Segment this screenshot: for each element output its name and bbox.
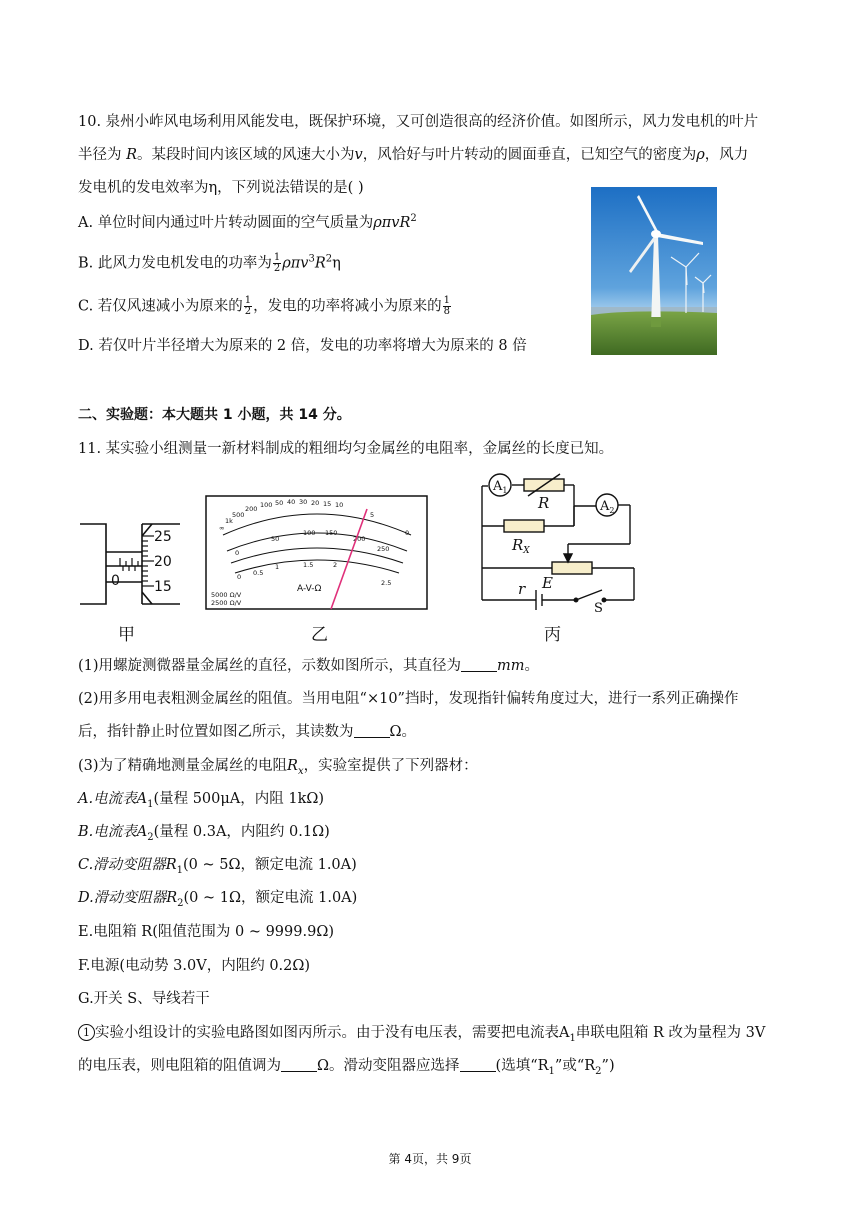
- item-d: D.滑动变阻器$R_2(0$ ~ 1Ω，额定电流 1.0A): [78, 890, 358, 909]
- q11-intro: 11. 某实验小组测量一新材料制成的粗细均匀金属丝的电阻率，金属丝的长度已知。: [78, 441, 614, 457]
- svg-text:0.5: 0.5: [253, 569, 264, 577]
- q11-part2-line1: (2)用多用电表粗测金属丝的阻值。当用电阻“×10”挡时，发现指针偏转角度过大，进行一系列正确操作: [78, 691, 739, 707]
- svg-text:1.5: 1.5: [303, 561, 314, 569]
- item-c: C.滑动变阻器$R_1(0$ ~ 5Ω，额定电流 1.0A): [78, 857, 357, 876]
- svg-text:0: 0: [235, 549, 240, 557]
- micrometer-zero: 0: [111, 573, 120, 589]
- svg-text:∞: ∞: [219, 524, 225, 532]
- q11-part2-line2: 后，指针静止时位置如图乙所示，其读数为 Ω。: [78, 724, 417, 740]
- svg-text:200: 200: [245, 505, 258, 513]
- q10-line3: 发电机的发电效率为η，下列说法错误的是( ): [78, 180, 364, 196]
- answer-blank-resistance[interactable]: [281, 1057, 317, 1072]
- circuit-figure: [478, 470, 638, 616]
- svg-text:1: 1: [275, 563, 280, 571]
- wind-turbine-photo: [591, 187, 717, 355]
- svg-text:20: 20: [311, 499, 320, 507]
- svg-text:RX: $R_X$: [512, 536, 530, 556]
- micrometer-tick-20: 20: [154, 554, 172, 570]
- svg-text:A2: $A_2$: [600, 499, 615, 515]
- caption-bing: 丙: [544, 625, 561, 645]
- svg-text:100: 100: [303, 529, 316, 537]
- svg-text:250: 250: [377, 545, 390, 553]
- svg-text:40: 40: [287, 498, 296, 506]
- multimeter-dial-text: A-V-Ω: [297, 584, 322, 594]
- q10-option-b: B. 此风力发电机发电的功率为 $\frac{1}{2}$ $\rho\pi v^3R^2\eta$: [78, 252, 341, 274]
- svg-text:E: E: [542, 574, 553, 592]
- svg-text:S: S: [594, 601, 603, 616]
- section-title: 二、实验题：本大题共 1 小题，共 14 分。: [78, 407, 351, 423]
- svg-text:150: 150: [325, 529, 338, 537]
- caption-jia: 甲: [118, 625, 135, 645]
- answer-blank-rheostat[interactable]: [460, 1057, 496, 1072]
- q10-line2: 半径为 R。某段时间内该区域的风速大小为v，风恰好与叶片转动的圆面垂直，已知空气的密度为ρ，风力: [78, 147, 749, 163]
- svg-text:R: R: [538, 494, 550, 512]
- svg-text:0: 0: [237, 573, 242, 581]
- q11-sub1-line2: 的电压表，则电阻箱的阻值调为 Ω。滑动变阻器应选择 (选填“$R_1$”或“$R_2$”): [78, 1058, 615, 1077]
- svg-text:2: 2: [333, 561, 338, 569]
- answer-blank-reading[interactable]: [354, 723, 390, 738]
- item-e: E.电阻箱 R(阻值范围为 0 ~ 9999.9Ω): [78, 924, 334, 940]
- answer-blank-diameter[interactable]: [461, 657, 497, 672]
- svg-text:5: 5: [370, 511, 375, 519]
- caption-yi: 乙: [311, 625, 328, 645]
- q11-part3: (3)为了精确地测量金属丝的电阻$R_x$，实验室提供了下列器材：: [78, 758, 478, 777]
- svg-text:200: 200: [353, 535, 366, 543]
- item-b: B.电流表$A_2$(量程 0.3A，内阻约 0.1Ω): [78, 824, 330, 843]
- q10-option-c: C. 若仅风速减小为原来的 $\frac{1}{2}$ ，发电的功率将减小为原来的 $\frac{1}{8}$: [78, 295, 451, 317]
- q10-line1: 10. 泉州小岞风电场利用风能发电，既保护环境，又可创造很高的经济价值。如图所示，风力发电机的叶片: [78, 114, 759, 130]
- page-footer: 第 4页，共 9页: [388, 1152, 472, 1166]
- q10-option-a: A. 单位时间内通过叶片转动圆面的空气质量为ρπvR$^2$: [78, 213, 417, 231]
- item-f: F.电源(电动势 3.0V，内阻约 0.2Ω): [78, 958, 311, 974]
- micrometer-tick-25: 25: [154, 529, 172, 545]
- q11-sub1-line1: 1 实验小组设计的实验电路图如图丙所示。由于没有电压表，需要把电流表$A_1$串联电阻箱 R 改为量程为 3V: [78, 1023, 765, 1043]
- micrometer-figure: [80, 518, 184, 610]
- item-g: G.开关 S、导线若干: [78, 991, 210, 1007]
- svg-text:2500 Ω/V: 2500 Ω/V: [211, 599, 242, 607]
- svg-text:500: 500: [232, 511, 245, 519]
- svg-text:r: r: [518, 580, 526, 598]
- multimeter-figure: [205, 495, 428, 610]
- svg-text:50: 50: [271, 535, 280, 543]
- svg-text:30: 30: [299, 498, 308, 506]
- q10-option-d: D. 若仅叶片半径增大为原来的 2 倍，发电的功率将增大为原来的 8 倍: [78, 338, 527, 354]
- svg-text:10: 10: [335, 501, 344, 509]
- svg-text:A1: $A_1$: [493, 479, 508, 495]
- svg-text:15: 15: [323, 500, 332, 508]
- item-a: A.电流表$A_1$(量程 500μA，内阻 1kΩ): [78, 791, 325, 810]
- svg-text:2.5: 2.5: [381, 579, 392, 587]
- svg-text:0: 0: [405, 529, 410, 537]
- micrometer-tick-15: 15: [154, 579, 172, 595]
- q11-part1: (1)用螺旋测微器量金属丝的直径，示数如图所示，其直径为 mm。: [78, 658, 540, 674]
- svg-text:100: 100: [260, 501, 273, 509]
- svg-text:1k: 1k: [225, 517, 233, 525]
- svg-text:5000 Ω/V: 5000 Ω/V: [211, 591, 242, 599]
- svg-text:50: 50: [275, 499, 284, 507]
